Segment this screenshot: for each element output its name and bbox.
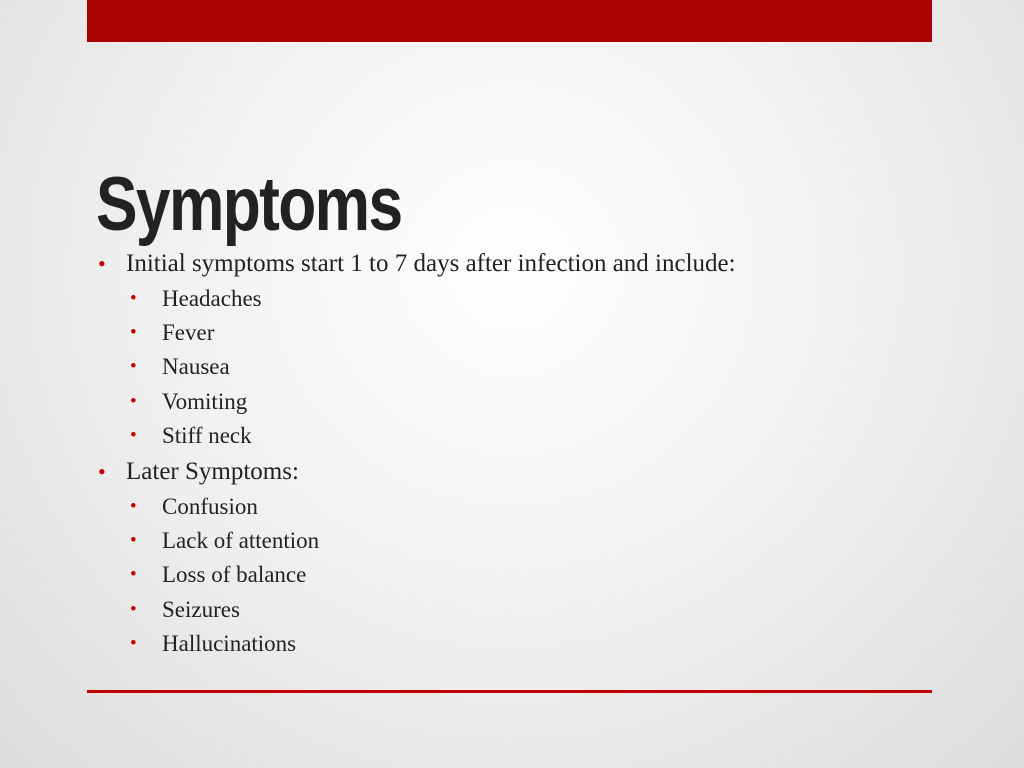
bullet-icon: • [98, 251, 106, 276]
slide-content [98, 247, 928, 663]
bullet-text: Initial symptoms start 1 to 7 days after infection and include: [126, 250, 736, 277]
slide-title: Symptoms [96, 162, 402, 247]
sub-bullet-text: Loss of balance [162, 562, 307, 588]
bullet-icon: • [130, 288, 137, 309]
bullet-icon: • [130, 390, 137, 412]
bullet-text: Later Symptoms: [126, 458, 299, 486]
sub-bullet-item [98, 490, 928, 524]
bullet-item [98, 455, 928, 489]
bullet-icon: • [130, 598, 137, 620]
sub-bullet-text: Lack of attention [162, 528, 320, 554]
sub-bullet-text: Hallucinations [162, 630, 297, 656]
bullet-icon: • [130, 322, 137, 344]
top-accent-bar [87, 0, 932, 42]
sub-bullet-item [98, 350, 928, 384]
sub-bullet-item [98, 524, 928, 558]
sub-bullet-text: Confusion [162, 494, 258, 520]
bottom-divider [87, 690, 932, 693]
sub-bullet-item [98, 385, 928, 419]
sub-bullet-text: Fever [162, 320, 215, 346]
sub-bullet-text: Vomiting [162, 388, 248, 414]
bullet-icon: • [130, 530, 137, 552]
bullet-item [98, 247, 928, 281]
sub-bullet-text: Stiff neck [162, 422, 252, 448]
sub-bullet-item [98, 593, 928, 627]
bullet-icon: • [130, 564, 137, 586]
bullet-icon: • [130, 496, 137, 518]
sub-bullet-item [98, 627, 928, 661]
sub-bullet-text: Nausea [162, 354, 230, 380]
sub-bullet-item [98, 419, 928, 453]
sub-bullet-list [98, 490, 928, 661]
bullet-icon: • [130, 424, 137, 446]
sub-bullet-item [98, 558, 928, 592]
sub-bullet-list [98, 282, 928, 453]
sub-bullet-text: Headaches [162, 286, 262, 311]
bullet-icon: • [130, 632, 137, 654]
sub-bullet-text: Seizures [162, 596, 240, 622]
sub-bullet-item [98, 316, 928, 350]
sub-bullet-item [98, 282, 928, 316]
bullet-icon: • [130, 356, 137, 378]
bullet-icon: • [98, 459, 106, 485]
